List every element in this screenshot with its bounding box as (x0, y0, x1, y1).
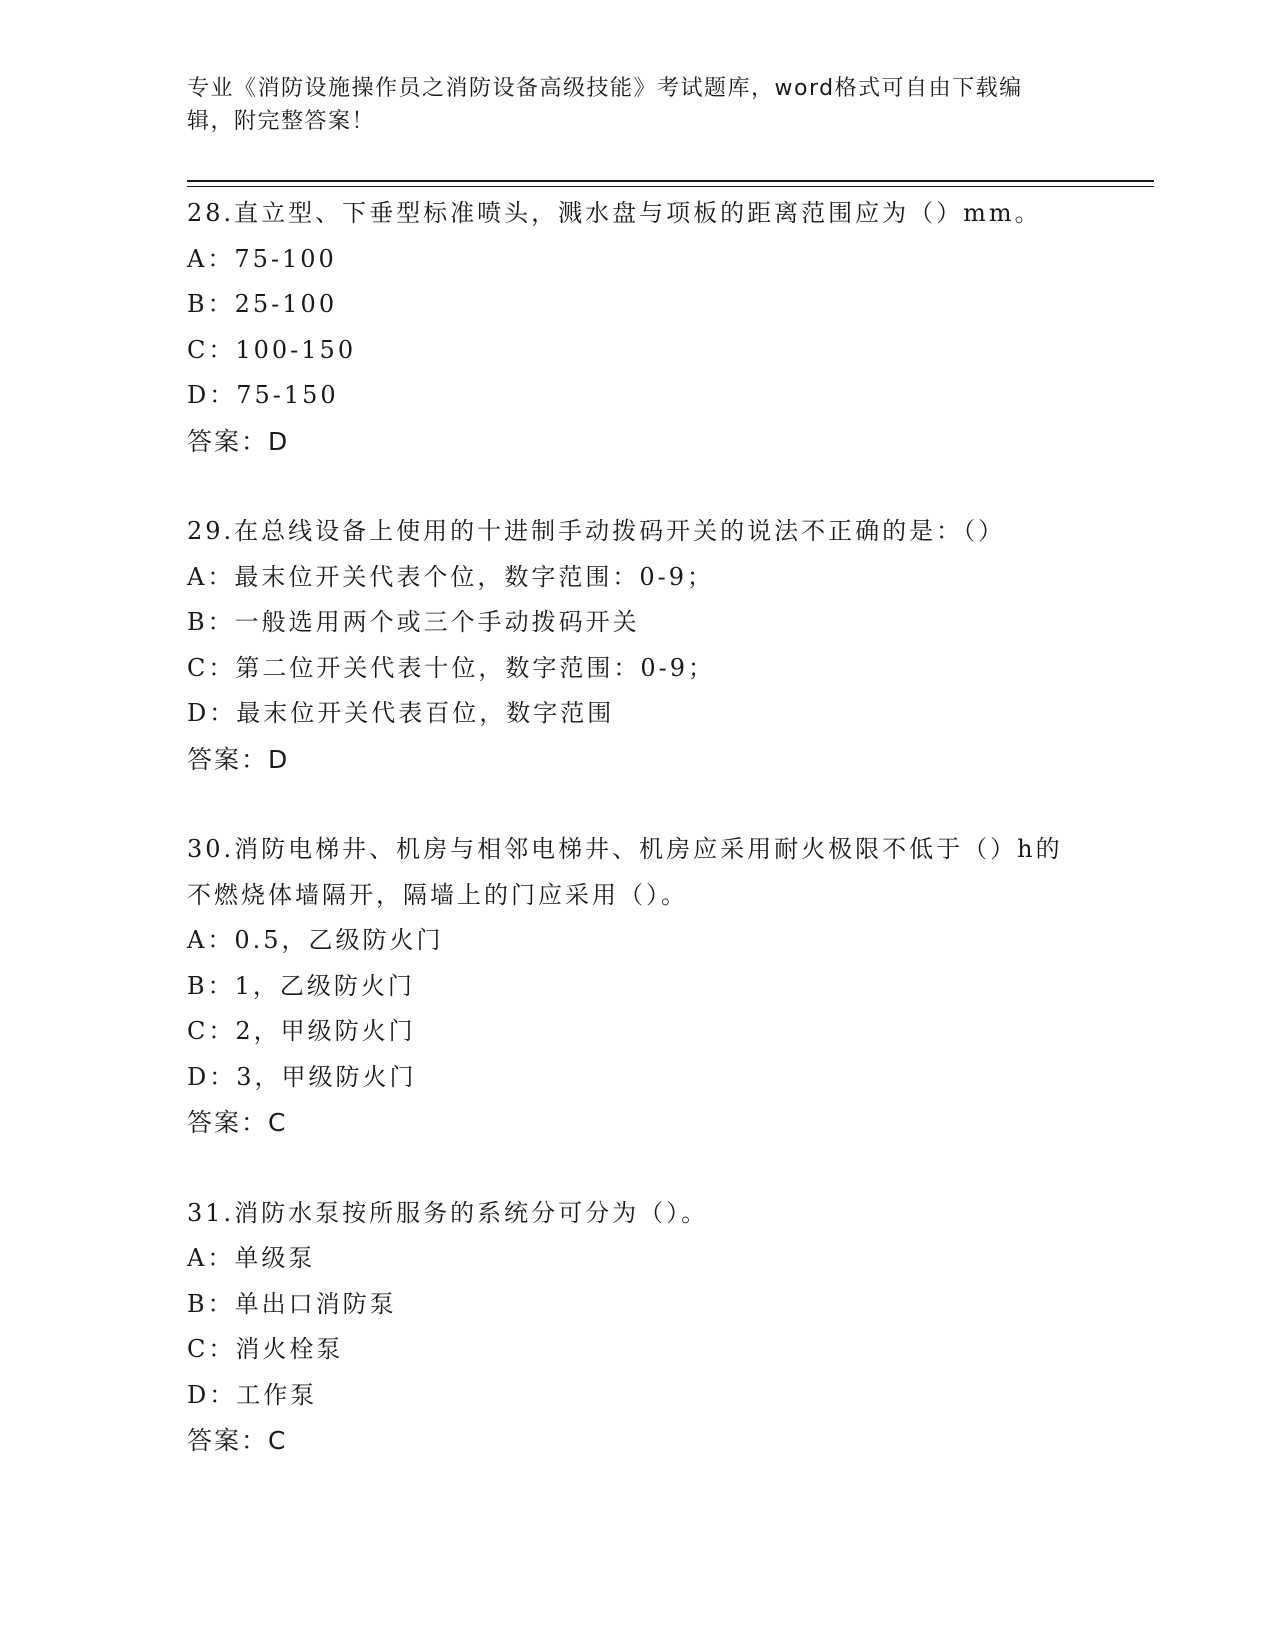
question-stem: 30.消防电梯井、机房与相邻电梯井、机房应采用耐火极限不低于（）h的不燃烧体墙隔开，隔墙上的门应采用（）。 (187, 835, 1063, 909)
option-c: C：第二位开关代表十位，数字范围：0-9； (187, 653, 716, 682)
option-b: B：单出口消防泵 (187, 1289, 397, 1318)
option-d: D：工作泵 (187, 1380, 318, 1409)
answer-line: 答案：D (187, 744, 290, 774)
question-list (187, 191, 1087, 1509)
question-29 (187, 509, 1087, 782)
question-31 (187, 1191, 1087, 1464)
option-c: C：100-150 (187, 335, 357, 364)
question-stem: 31.消防水泵按所服务的系统分可分为（）。 (187, 1198, 709, 1227)
option-c: C：2，甲级防火门 (187, 1017, 416, 1045)
question-30 (187, 827, 1087, 1146)
header-divider-thin (187, 186, 1154, 187)
option-a: A：0.5，乙级防火门 (187, 926, 444, 954)
answer-line: 答案：C (187, 1426, 288, 1455)
header-divider-thick (187, 180, 1154, 182)
option-c: C：消火栓泵 (187, 1335, 344, 1363)
option-a: A：最末位开关代表个位，数字范围：0-9； (187, 562, 714, 591)
option-b: B：1，乙级防火门 (187, 971, 415, 1000)
question-stem: 29.在总线设备上使用的十进制手动拨码开关的说法不正确的是：（） (187, 517, 1006, 545)
question-stem: 28.直立型、下垂型标准喷头，溅水盘与项板的距离范围应为（）mm。 (187, 199, 1042, 227)
option-b: B：一般选用两个或三个手动拨码开关 (187, 608, 640, 636)
option-a: A：单级泵 (187, 1244, 316, 1272)
option-b: B：25-100 (187, 290, 338, 318)
document-header: 专业《消防设施操作员之消防设备高级技能》考试题库，word格式可自由下载编辑，附完整答案！ (187, 76, 1023, 134)
answer-line: 答案：C (187, 1108, 288, 1137)
option-d: D：75-150 (187, 381, 339, 409)
option-d: D：3，甲级防火门 (187, 1062, 417, 1091)
option-a: A：75-100 (187, 244, 337, 273)
question-28 (187, 191, 1087, 464)
answer-line: 答案：D (187, 426, 290, 456)
option-d: D：最末位开关代表百位，数字范围 (187, 699, 615, 727)
